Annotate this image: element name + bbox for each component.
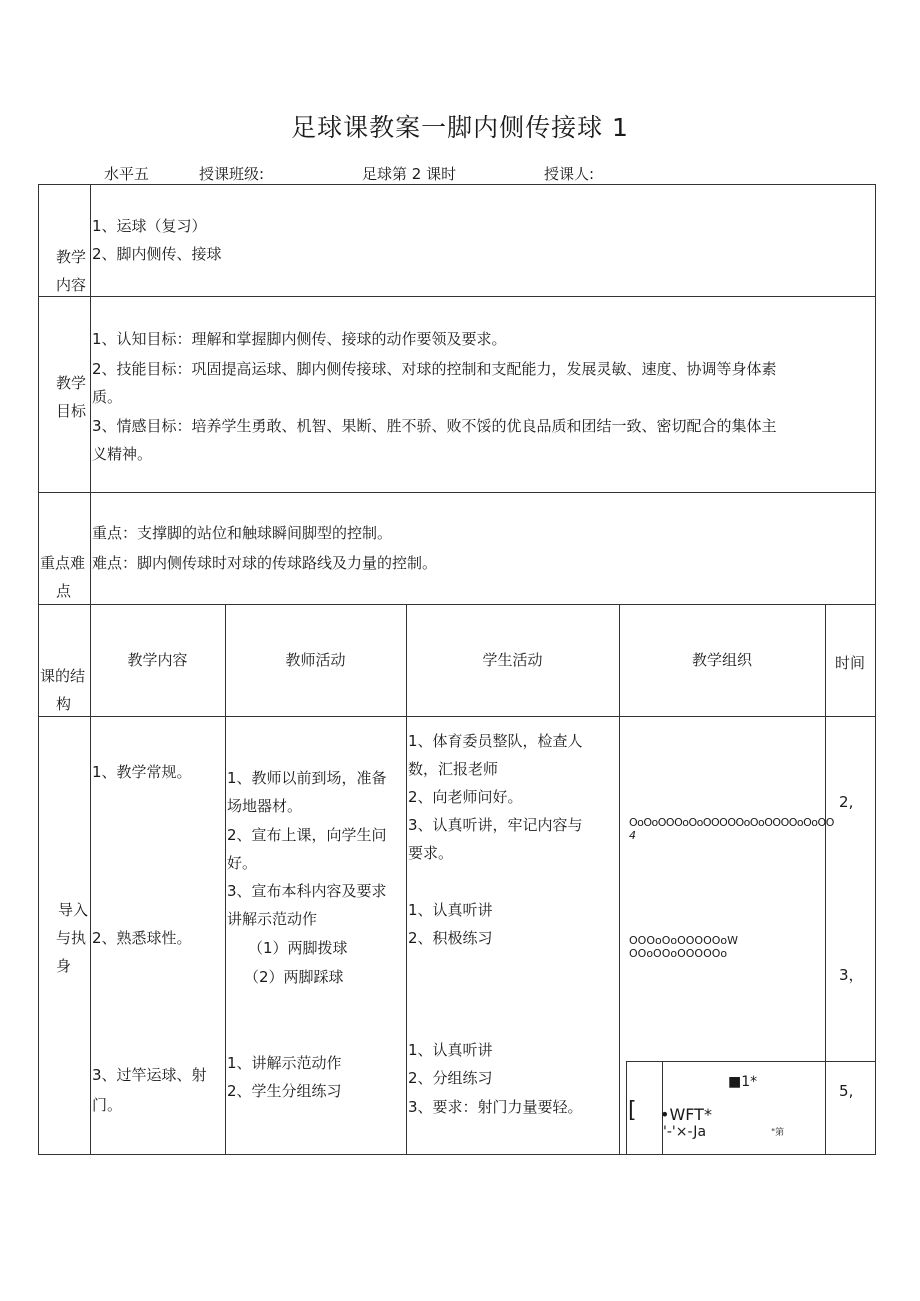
formation-dots-row: OOOoOoOOOOOoW	[629, 934, 738, 947]
key-points-label-1: 重点难	[40, 554, 86, 572]
diagram-text: •WFT*	[660, 1105, 712, 1124]
teacher-line: 2、学生分组练习	[227, 1082, 342, 1100]
key-point: 重点：支撑脚的站位和触球瞬间脚型的控制。	[92, 524, 393, 542]
objective-line: 义精神。	[92, 445, 153, 463]
header-time: 时间	[834, 654, 865, 672]
class-label: 授课班级:	[199, 165, 265, 183]
student-line: 1、认真听讲	[408, 901, 493, 919]
phase-label: 与执	[56, 929, 87, 947]
objective-line: 质。	[92, 388, 123, 406]
teacher-line: 1、讲解示范动作	[227, 1054, 342, 1072]
teacher-line: 3、宣布本科内容及要求	[227, 882, 387, 900]
student-line: 2、分组练习	[408, 1069, 493, 1087]
time-value: 3，	[839, 966, 864, 984]
teacher-line: （1）两脚拨球	[248, 939, 348, 957]
header-teacher: 教师活动	[285, 651, 346, 669]
lesson-content-item: 1、教学常规。	[92, 763, 192, 781]
teacher-line: 讲解示范动作	[227, 910, 318, 928]
diagram-bracket: [	[628, 1098, 637, 1123]
formation-dots-row: OOoOOoOOOOOo	[629, 947, 728, 960]
level-label: 水平五	[104, 165, 150, 183]
lesson-label: 足球第 2 课时	[362, 165, 457, 183]
diagram-text: "第	[771, 1128, 785, 1138]
objective-line: 2、技能目标：巩固提高运球、脚内侧传接球、对球的控制和支配能力，发展灵敏、速度、协调等身体素	[92, 360, 777, 378]
header-student: 学生活动	[482, 651, 543, 669]
lesson-content-item: 门。	[92, 1096, 123, 1114]
student-line: 要求。	[408, 844, 454, 862]
lesson-content-item: 3、过竿运球、射	[92, 1066, 207, 1084]
teacher-line: 1、教师以前到场，准备	[227, 769, 387, 787]
content-item: 1、运球（复习）	[92, 217, 207, 235]
structure-label-1: 课的结	[40, 667, 86, 685]
lesson-content-item: 2、熟悉球性。	[92, 929, 192, 947]
header-organization: 教学组织	[691, 651, 752, 669]
objectives-label-1: 教学	[56, 374, 87, 392]
teacher-line: （2）两脚踩球	[244, 968, 344, 986]
student-line: 2、向老师问好。	[408, 788, 523, 806]
objective-line: 3、情感目标：培养学生勇敢、机智、果断、胜不骄、败不馁的优良品质和团结一致、密切配合的集体主	[92, 417, 777, 435]
header-content: 教学内容	[127, 651, 188, 669]
time-value: 5‚	[839, 1082, 854, 1100]
structure-label-2: 构	[56, 695, 72, 713]
student-line: 数，汇报老师	[408, 760, 499, 778]
content-item: 2、脚内侧传、接球	[92, 245, 222, 263]
teacher-line: 场地器材。	[227, 797, 303, 815]
formation-dots-row: OoOoOOOoOoOOOOOoOoOOOOoOoOO	[629, 816, 834, 829]
key-points-label-2: 点	[56, 582, 72, 600]
diagram-text: ■1*	[728, 1074, 758, 1090]
student-line: 3、要求：射门力量要轻。	[408, 1098, 583, 1116]
content-section-label-1: 教学	[56, 248, 87, 266]
difficulty-point: 难点：脚内侧传球时对球的传球路线及力量的控制。	[92, 554, 438, 572]
student-line: 1、认真听讲	[408, 1041, 493, 1059]
teacher-line: 2、宣布上课，向学生问	[227, 826, 387, 844]
page-title: 足球课教案一脚内侧传接球 1	[291, 113, 629, 142]
objective-line: 1、认知目标：理解和掌握脚内侧传、接球的动作要领及要求。	[92, 330, 507, 348]
time-value: 2‚	[839, 793, 854, 811]
diagram-text: '-'×-Ja	[663, 1124, 707, 1140]
student-line: 2、积极练习	[408, 929, 493, 947]
formation-dots-tail: 4	[629, 829, 636, 842]
student-line: 3、认真听讲，牢记内容与	[408, 816, 583, 834]
phase-label: 身	[56, 957, 72, 975]
student-line: 1、体育委员整队，检查人	[408, 732, 583, 750]
phase-label: 导入	[58, 901, 89, 919]
teacher-label: 授课人:	[544, 165, 595, 183]
content-section-label-2: 内容	[56, 276, 87, 294]
teacher-line: 好。	[227, 854, 258, 872]
objectives-label-2: 目标	[56, 402, 87, 420]
